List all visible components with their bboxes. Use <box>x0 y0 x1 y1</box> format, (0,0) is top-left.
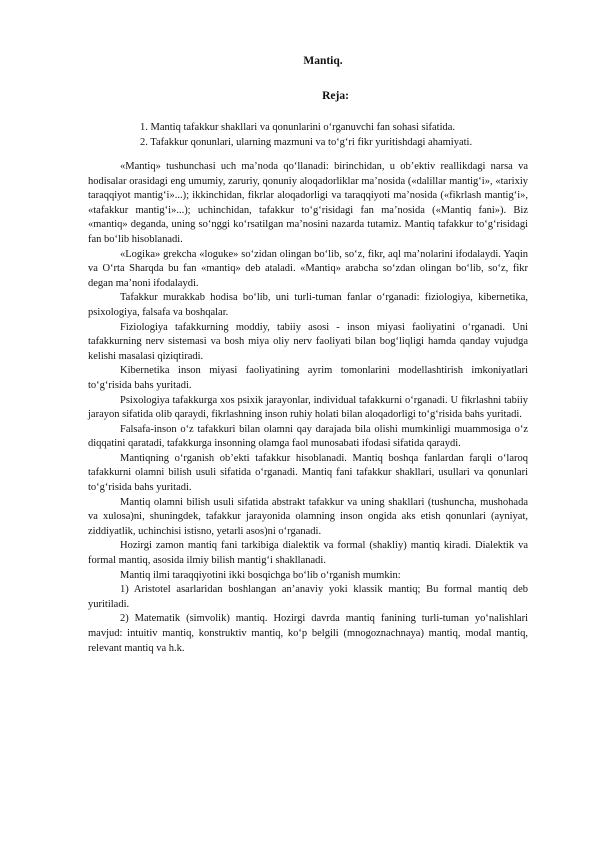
plan-list <box>140 120 540 150</box>
paragraph: Mantiqning o‘rganish ob’ekti tafakkur hisoblanadi. Mantiq boshqa fanlardan farqli o‘laroq tafakkurni olamni bilish usuli sifatida o‘rganadi. Mantiq fani tafakkur shakllari, usullari va qonunlari to‘g‘risida bahs yuritadi. <box>88 452 528 494</box>
paragraph: Fiziologiya tafakkurning moddiy, tabiiy asosi - inson miyasi faoliyatini o‘rganadi. Uni tafakkurning nerv sistemasi va bosh miya oliy nerv faoliyati bilan bog‘liqligi hamda qanday vujudga kelishi masalasi qiziqtiradi. <box>88 321 528 362</box>
plan-item: 1. Mantiq tafakkur shakllari va qonunlarini o‘rganuvchi fan sohasi sifatida. <box>140 122 456 133</box>
plan-heading: Reja: <box>322 90 349 102</box>
document-title: Mantiq. <box>303 55 343 67</box>
paragraph: 2) Matematik (simvolik) mantiq. Hozirgi davrda mantiq fanining turli-tuman yo‘nalishlari mavjud: intuitiv mantiq, konstruktiv mantiq, ko‘p belgili (mnogoznachnaya) mantiq, modal mantiq, relevant mantiq va h.k. <box>88 613 528 654</box>
paragraph: Psixologiya tafakkurga xos psixik jarayonlar, individual tafakkurni o‘rganadi. U fikrlashni tabiiy jarayon sifatida olib qaraydi, fikrlashning inson ruhiy holati bilan aloqadorligi to‘g‘risida bahs yuritadi. <box>88 394 528 421</box>
paragraph: Falsafa-inson o‘z tafakkuri bilan olamni qay darajada bila olishi mumkinligi muammosiga o‘z diqqatini qaratadi, tafakkurga insonning olamga faol munosabati ifodasi sifatida qaraydi. <box>88 423 528 450</box>
plan-item: 2. Tafakkur qonunlari, ularning mazmuni va to‘g‘ri fikr yuritishdagi ahamiyati. <box>140 137 473 148</box>
body-text <box>88 160 528 656</box>
paragraph: Mantiq ilmi taraqqiyotini ikki bosqichga bo‘lib o‘rganish mumkin: <box>120 569 401 581</box>
paragraph: «Mantiq» tushunchasi uch ma’noda qo‘llanadi: birinchidan, u ob’ektiv reallikdagi narsa va hodisalar orasidagi eng umumiy, zaruriy, qonuniy aloqadorliklar ma’nosida («dalillar mantig‘i», «tarixiy taraqqiyot mantig‘i»...); ikkinchidan, fikrlar aloqadorligi va taraqqiyoti ma’nosida («fikrlash mantig‘i», «tafakkur mantig‘i»...); uchinchidan, tafakkur to‘g‘risidagi fan ma’nosida («Mantiq fani»). Biz «mantiq» deganda, uning so‘nggi ko‘rsatilgan ma’nosini nazarda tutamiz. Mantiq tafakkur to‘g‘risidagi fan bo‘lib hisoblanadi. <box>88 161 528 245</box>
paragraph: Tafakkur murakkab hodisa bo‘lib, uni turli-tuman fanlar o‘rganadi: fiziologiya, kibernetika, psixologiya, falsafa va boshqalar. <box>88 292 528 318</box>
paragraph: Hozirgi zamon mantiq fani tarkibiga dialektik va formal (shakliy) mantiq kiradi. Dialektik va formal mantiq, asosida ilmiy bilish mantig‘i shakllanadi. <box>88 540 528 567</box>
paragraph: 1) Aristotel asarlaridan boshlangan an’anaviy yoki klassik mantiq; Bu formal mantiq deb yuritiladi. <box>88 584 528 610</box>
paragraph: Mantiq olamni bilish usuli sifatida abstrakt tafakkur va uning shakllari (tushuncha, mushohada va xulosa)ni, shuningdek, tafakkur jarayonida olamning inson ongida aks etish qonunlari (ayniyat, ziddiyatlik, uchinchisi istisno, yetarli asos)ni o‘rganadi. <box>88 496 528 537</box>
paragraph: Kibernetika inson miyasi faoliyatining ayrim tomonlarini modellashtirish imkoniyatlari to‘g‘risida bahs yuritadi. <box>88 365 528 391</box>
paragraph: «Logika» grekcha «loguke» so‘zidan olingan bo‘lib, so‘z, fikr, aql ma’nolarini ifodalaydi. Yaqin va O‘rta Sharqda bu fan «mantiq» deb ataladi. «Mantiq» arabcha so‘zdan olingan bo‘lib, so‘z, fikr degan ma’noni ifodalaydi. <box>88 248 528 289</box>
